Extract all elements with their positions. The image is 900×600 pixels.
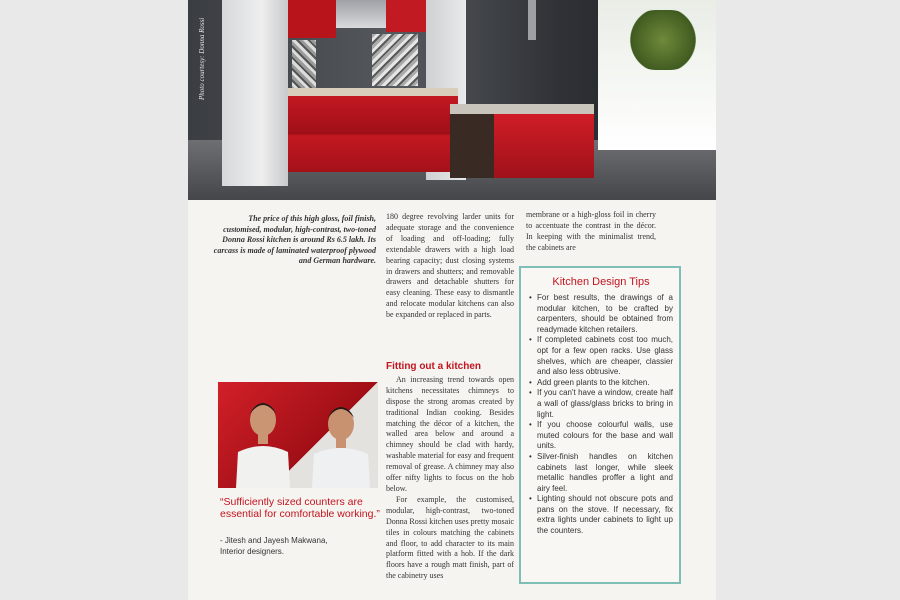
photo-countertop (288, 88, 458, 96)
designer-portrait-left (232, 390, 294, 488)
tip-item: • Lighting should not obscure pots and pans on the stove. If necessary, fix extra lights under cabinets to light up the counters. (529, 494, 673, 536)
tips-list (529, 293, 673, 537)
photo-upper-cabinet (288, 0, 336, 38)
tip-item: • Add green plants to the kitchen. (529, 378, 673, 389)
tip-item: • If you choose colourful walls, use muted colours for the base and wall units. (529, 420, 673, 452)
tips-box (519, 266, 681, 584)
photo-base-cabinets (288, 96, 458, 172)
photo-chimney-hood (336, 0, 386, 28)
photo-island-front (494, 114, 594, 178)
designer-portrait-right (308, 396, 374, 488)
pull-quote: “Sufficiently sized counters are essential for comfortable working.” (220, 496, 380, 520)
photo-tall-cabinet (222, 0, 288, 186)
photo-plant (628, 10, 698, 70)
section-heading: Fitting out a kitchen (386, 361, 481, 372)
photo-island-top (450, 104, 594, 114)
column-1-paragraph: 180 degree revolving larder units for adequate storage and the convenience of loading and off-loading; fully extendable drawers with a high load bearing capacity; dust closing systems in drawers and shutters; and removable drawers and detachable shutters for easy cleaning. These easy to dismantle and relocate modular kitchens can also be expanded or replaced in parts. (386, 212, 514, 320)
quote-name: - Jitesh and Jayesh Makwana, (220, 536, 328, 545)
tip-item: • Silver-finish handles on kitchen cabinets last longer, while sleek metallic handles proffer a light and airy feel. (529, 452, 673, 494)
magazine-page (188, 0, 716, 600)
column-3-paragraph: membrane or a high-gloss foil in cherry to accentuate the contrast in the décor. In keeping with the minimalist trend, the cabinets are (526, 210, 656, 252)
column-2 (386, 362, 514, 582)
quote-role: Interior designers. (220, 546, 285, 556)
photo-upper-cabinet-right (386, 0, 426, 32)
tip-item: • If completed cabinets cost too much, opt for a few open racks. Use glass shelves, which are cheaper, classier and also less obtrusive. (529, 335, 673, 377)
photo-mosaic-tiles-right (372, 34, 418, 86)
column-1 (386, 212, 514, 321)
quote-attribution (220, 536, 380, 557)
column-3 (526, 210, 656, 254)
kitchen-photo (188, 0, 716, 200)
column-2-paragraph-1: An increasing trend towards open kitchens necessitates chimneys to dispose the strong aromas created by traditional Indian cooking. Besides matching the décor of a kitchen, the walled area below and around a chimney should be clad with hardy, washable material for easy and frequent removal of grease. A chimney may also offer nifty lights to focus on the hob below. (386, 374, 514, 493)
photo-pendant-lamp (528, 0, 536, 40)
photo-credit: Photo courtesy: Donna Rossi (198, 17, 206, 100)
tips-title: Kitchen Design Tips (552, 276, 650, 288)
photo-mosaic-tiles (292, 40, 316, 90)
tip-item: • If you can't have a window, create half a wall of glass/glass bricks to bring in light. (529, 388, 673, 420)
photo-caption: The price of this high gloss, foil finish, customised, modular, high-contrast, two-toned Donna Rossi kitchen is around Rs 6.5 lakh. Its carcass is made of laminated waterproof plywood and German hardware. (213, 214, 376, 265)
designers-photo (218, 382, 378, 488)
column-2-paragraph-2: For example, the customised, modular, high-contrast, two-toned Donna Rossi kitchen uses pretty mosaic tiles in colours matching the cabinets and floor, to add character to its main platform fitted with a hob. If the dark floors have a rough matt finish, part of the cabinetry uses (386, 494, 514, 581)
photo-island-side (450, 114, 494, 178)
tip-item: • For best results, the drawings of a modular kitchen, to be crafted by carpenters, should be obtained from readymade kitchen retailers. (529, 293, 673, 335)
